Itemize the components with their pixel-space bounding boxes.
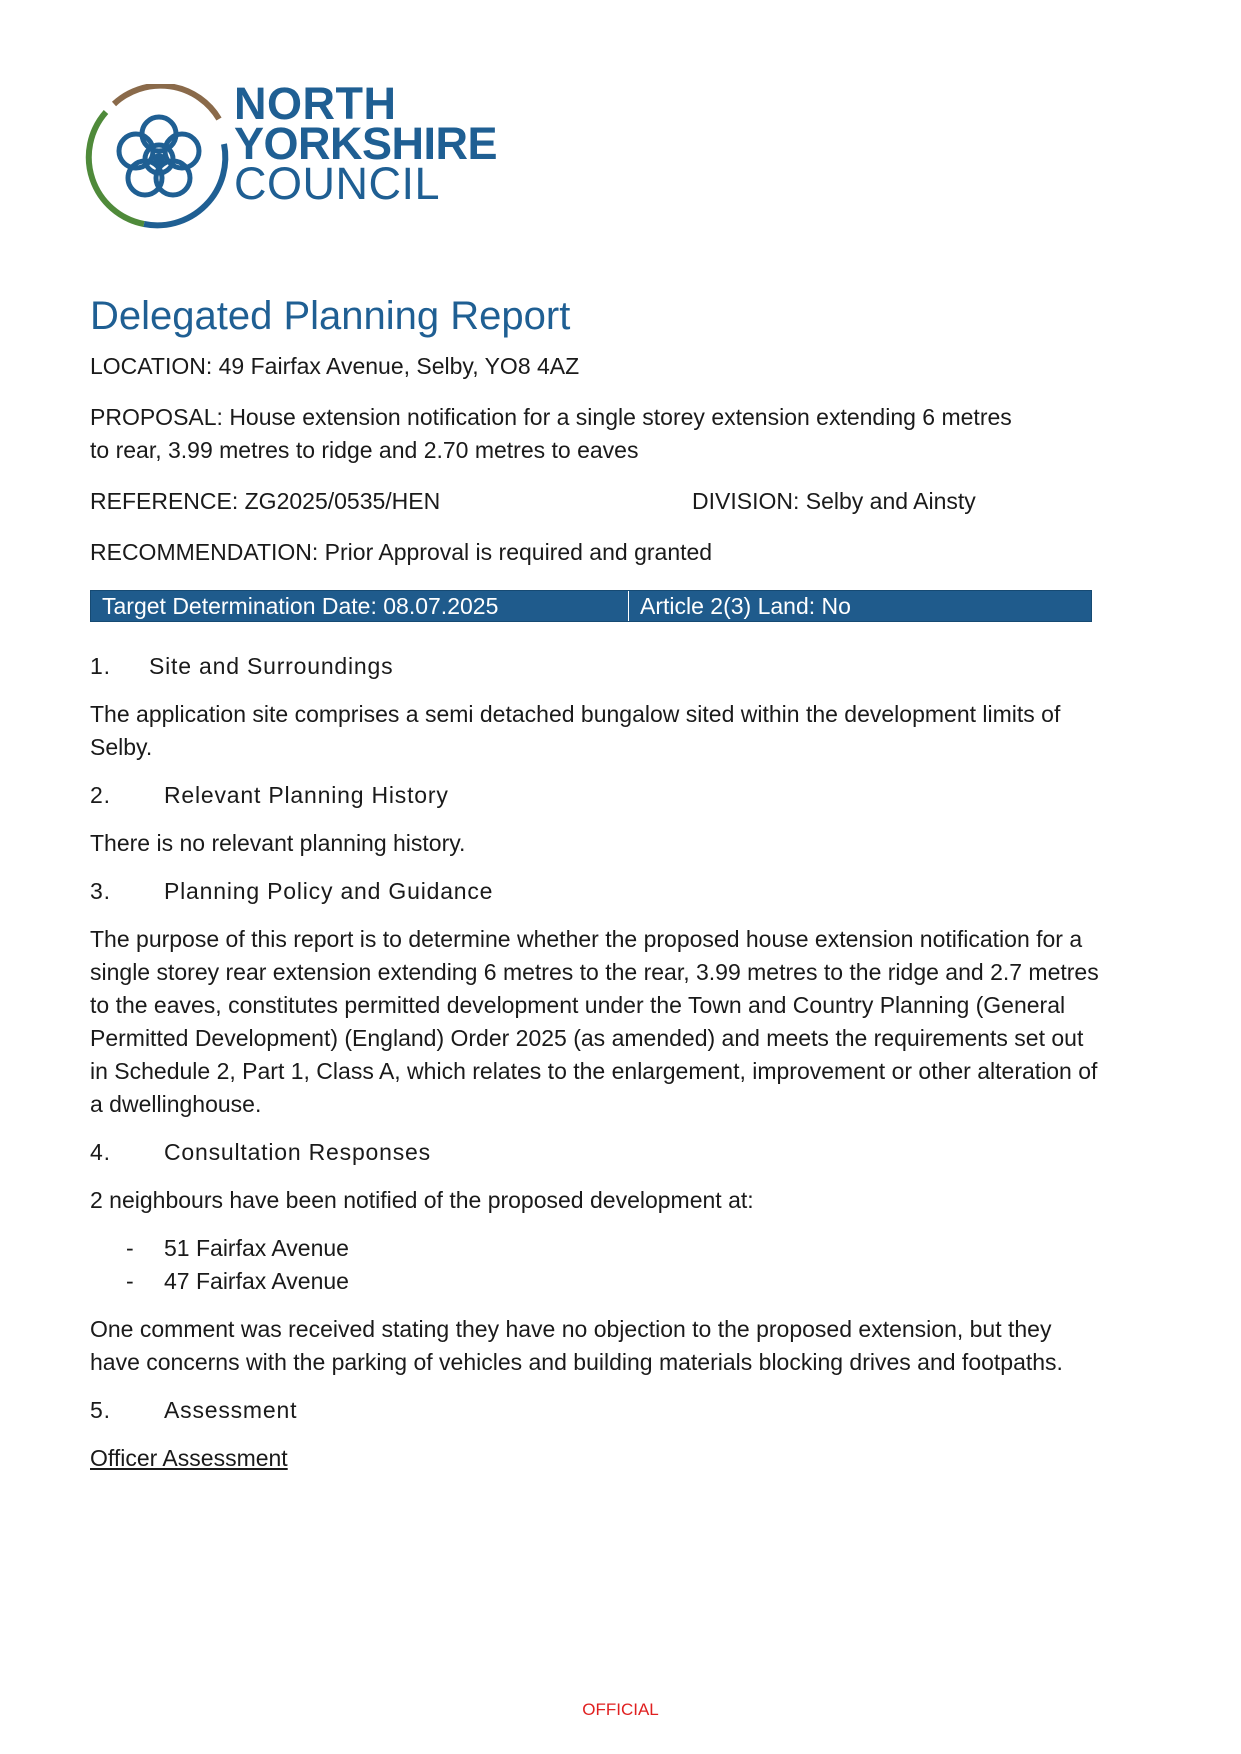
logo-line-1: NORTH — [234, 78, 397, 129]
officer-assessment-subheading: Officer Assessment — [90, 1445, 288, 1471]
reference-row — [90, 485, 1100, 518]
section-title: Planning Policy and Guidance — [164, 878, 494, 904]
section-4-intro: 2 neighbours have been notified of the proposed development at: — [90, 1187, 754, 1213]
reference-text: REFERENCE: ZG2025/0535/HEN — [90, 488, 441, 514]
section-2-heading — [90, 779, 1100, 812]
report-title: Delegated Planning Report — [90, 294, 571, 338]
logo-wordmark — [234, 78, 498, 209]
recommendation-text: RECOMMENDATION: Prior Approval is required and granted — [90, 539, 713, 565]
location-line: LOCATION: 49 Fairfax Avenue, Selby, YO8 4AZ — [90, 353, 580, 379]
section-4-heading — [90, 1136, 1100, 1169]
proposal-text: PROPOSAL: House extension notification for a single storey extension extending 6 metres to rear, 3.99 metres to ridge and 2.70 metres to eaves — [90, 404, 1012, 463]
bullet-marker: - — [126, 1235, 134, 1261]
section-1-body: The application site comprises a semi detached bungalow sited within the development limits of Selby. — [90, 701, 1061, 760]
target-date-bar — [90, 590, 1092, 622]
report-body — [90, 290, 1100, 1475]
section-title: Consultation Responses — [164, 1139, 431, 1165]
section-number: 5. — [90, 1397, 111, 1423]
section-5-heading — [90, 1394, 1100, 1427]
council-logo — [84, 78, 524, 234]
section-title: Assessment — [164, 1397, 298, 1423]
section-number: 2. — [90, 782, 111, 808]
section-title: Site and Surroundings — [149, 653, 394, 679]
article-land: Article 2(3) Land: No — [640, 593, 851, 619]
yorkshire-rose-icon — [84, 84, 234, 234]
logo-line-3: COUNCIL — [234, 158, 441, 209]
bullet-marker: - — [126, 1268, 134, 1294]
section-number: 4. — [90, 1139, 111, 1165]
list-item-text: 51 Fairfax Avenue — [164, 1235, 349, 1261]
section-title: Relevant Planning History — [164, 782, 449, 808]
target-date: Target Determination Date: 08.07.2025 — [91, 591, 629, 621]
division-text: DIVISION: Selby and Ainsty — [692, 488, 976, 514]
section-1-heading — [90, 650, 1100, 683]
list-item-text: 47 Fairfax Avenue — [164, 1268, 349, 1294]
footer-classification: OFFICIAL — [582, 1700, 659, 1719]
logo-line-2: YORKSHIRE — [234, 118, 498, 169]
section-3-body: The purpose of this report is to determine whether the proposed house extension notification for a single storey rear extension extending 6 metres to the rear, 3.99 metres to the ridge and 2.7 metres to the eaves, constitutes permitted development under the Town and Country Planning (General Permitted Development) (England) Order 2025 (as amended) and meets the requirements set out in Schedule 2, Part 1, Class A, which relates to the enlargement, improvement or other alteration of a dwellinghouse. — [90, 926, 1099, 1117]
section-2-body: There is no relevant planning history. — [90, 830, 466, 856]
section-3-heading — [90, 875, 1100, 908]
list-item — [90, 1265, 1100, 1298]
section-number: 3. — [90, 878, 111, 904]
list-item — [90, 1232, 1100, 1265]
section-number: 1. — [90, 653, 111, 679]
neighbour-list — [90, 1232, 1100, 1298]
section-4-body: One comment was received stating they have no objection to the proposed extension, but they have concerns with the parking of vehicles and building materials blocking drives and footpaths. — [90, 1316, 1063, 1375]
